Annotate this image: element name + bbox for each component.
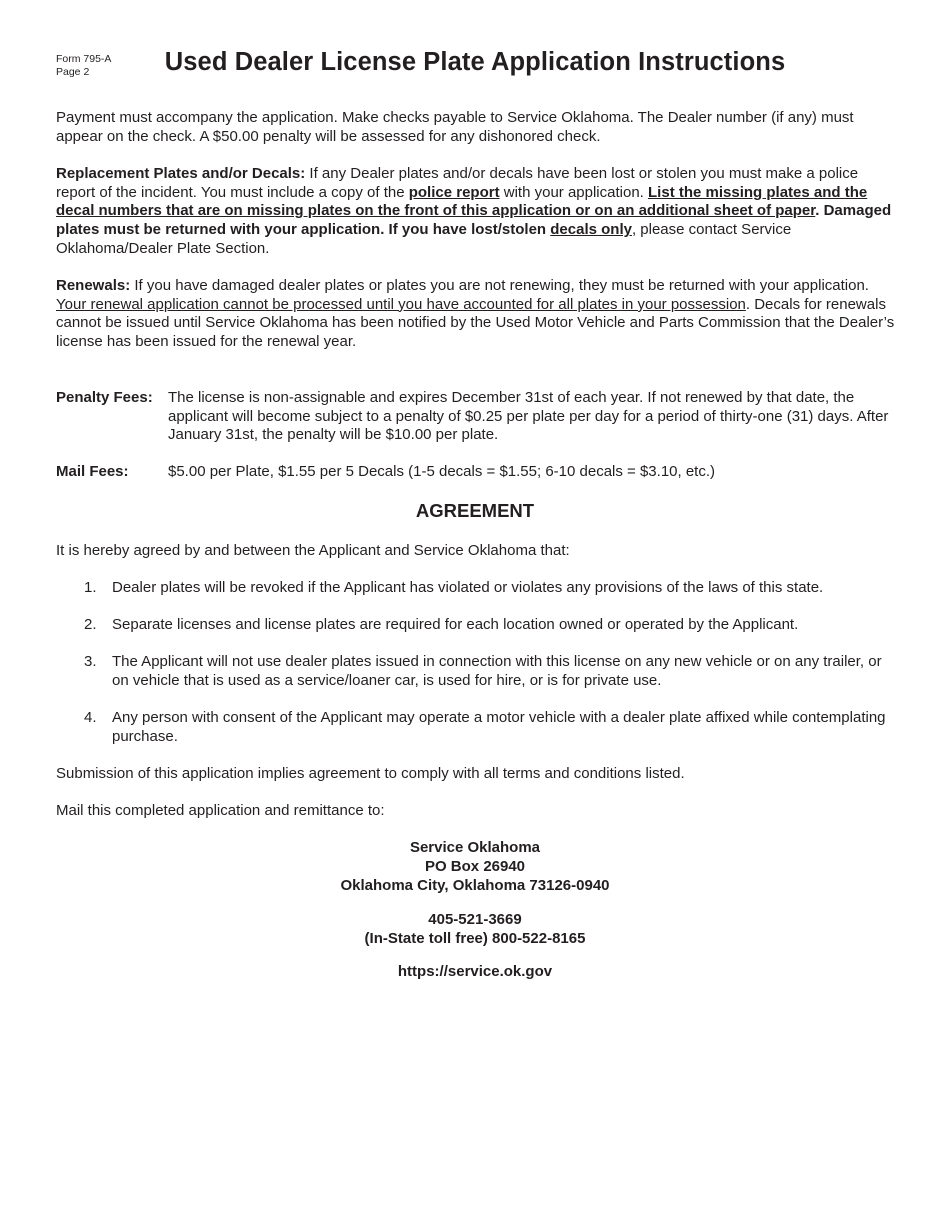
replacement-label: Replacement Plates and/or Decals: xyxy=(56,165,306,182)
page-label: Page 2 xyxy=(56,66,90,78)
replacement-text-2: with your application. xyxy=(499,183,649,201)
list-item-text: Separate licenses and license plates are required for each location owned or operated by the Applicant. xyxy=(112,616,799,633)
agreement-heading: AGREEMENT xyxy=(415,500,535,521)
mail-fees-label: Mail Fees: xyxy=(56,463,129,480)
renewals-paragraph xyxy=(56,277,901,352)
submission-statement: Submission of this application implies agreement to comply with all terms and conditions listed. xyxy=(56,765,685,782)
contact-org: Service Oklahoma xyxy=(409,839,541,856)
website-link[interactable]: https://service.ok.gov xyxy=(397,963,553,980)
list-item xyxy=(84,616,899,635)
list-item-text: Dealer plates will be revoked if the Applicant has violated or violates any provisions of the laws of this state. xyxy=(112,579,824,596)
mail-instruction: Mail this completed application and remittance to: xyxy=(56,802,385,819)
list-item-text: The Applicant will not use dealer plates issued in connection with this license on any new vehicle or on any trailer, or on vehicle that is used as a service/loaner car, is used for hire, or is for private use. xyxy=(112,653,882,689)
list-item-number: 1. xyxy=(84,579,97,596)
list-item xyxy=(84,579,899,598)
renewals-label: Renewals: xyxy=(56,277,131,294)
list-item-text: Any person with consent of the Applicant may operate a motor vehicle with a dealer plate affixed while contemplating purchase. xyxy=(112,709,886,745)
list-item xyxy=(84,709,899,746)
renewals-underlined: Your renewal application cannot be processed until you have accounted for all plates in your possession xyxy=(56,295,746,313)
renewals-text-2: . Decals for renewals cannot be issued until Service Oklahoma has been notified by the Used Motor Vehicle and Parts Commission that the Dealer’s license has been issued for the renewal year. xyxy=(56,295,895,351)
list-item xyxy=(84,653,899,690)
contact-po-box: PO Box 26940 xyxy=(424,858,526,875)
list-item-number: 4. xyxy=(84,709,97,726)
contact-phone: 405-521-3669 xyxy=(428,911,522,928)
police-report-emphasis: police report xyxy=(408,183,500,201)
replacement-text-4: , please contact Service Oklahoma/Dealer Plate Section. xyxy=(56,221,792,257)
replacement-paragraph xyxy=(56,165,901,259)
page-title: Used Dealer License Plate Application Instructions xyxy=(164,48,786,76)
list-item-number: 2. xyxy=(84,616,97,633)
mailing-address xyxy=(0,838,950,895)
decals-only-emphasis: decals only xyxy=(550,221,632,239)
contact-toll-free: (In-State toll free) 800-522-8165 xyxy=(364,930,586,947)
phone-block xyxy=(0,910,950,948)
list-missing-emphasis: List the missing plates and the decal numbers that are on missing plates on the front of this application or on an additional sheet of paper xyxy=(56,183,868,220)
penalty-fees-label: Penalty Fees: xyxy=(56,389,153,406)
mail-fees-text: $5.00 per Plate, $1.55 per 5 Decals (1-5 decals = $1.55; 6-10 decals = $3.10, etc.) xyxy=(168,463,716,480)
list-item-number: 3. xyxy=(84,653,97,670)
penalty-fees-text: The license is non-assignable and expires December 31st of each year. If not renewed by that date, the applicant will become subject to a penalty of $0.25 per plate per day for a period of thirty-one (31) days. After January 31st, the penalty will be $10.00 per plate. xyxy=(168,389,889,444)
agreement-intro: It is hereby agreed by and between the Applicant and Service Oklahoma that: xyxy=(56,542,570,559)
renewals-text-1: If you have damaged dealer plates or plates you are not renewing, they must be returned with your application. xyxy=(130,277,869,294)
mail-fees-row xyxy=(56,463,901,482)
payment-paragraph: Payment must accompany the application. Make checks payable to Service Oklahoma. The Dealer number (if any) must appear on the check. A $50.00 penalty will be assessed for any dishonored check. xyxy=(56,109,854,145)
contact-city: Oklahoma City, Oklahoma 73126-0940 xyxy=(340,877,610,894)
penalty-fees-row xyxy=(56,389,901,445)
replacement-text-3: . Damaged plates must be returned with your application. If you have lost/stolen xyxy=(56,202,892,239)
form-number: Form 795-A xyxy=(56,53,112,65)
replacement-text-1: If any Dealer plates and/or decals have been lost or stolen you must make a police report of the incident. You must include a copy of the xyxy=(56,165,859,201)
